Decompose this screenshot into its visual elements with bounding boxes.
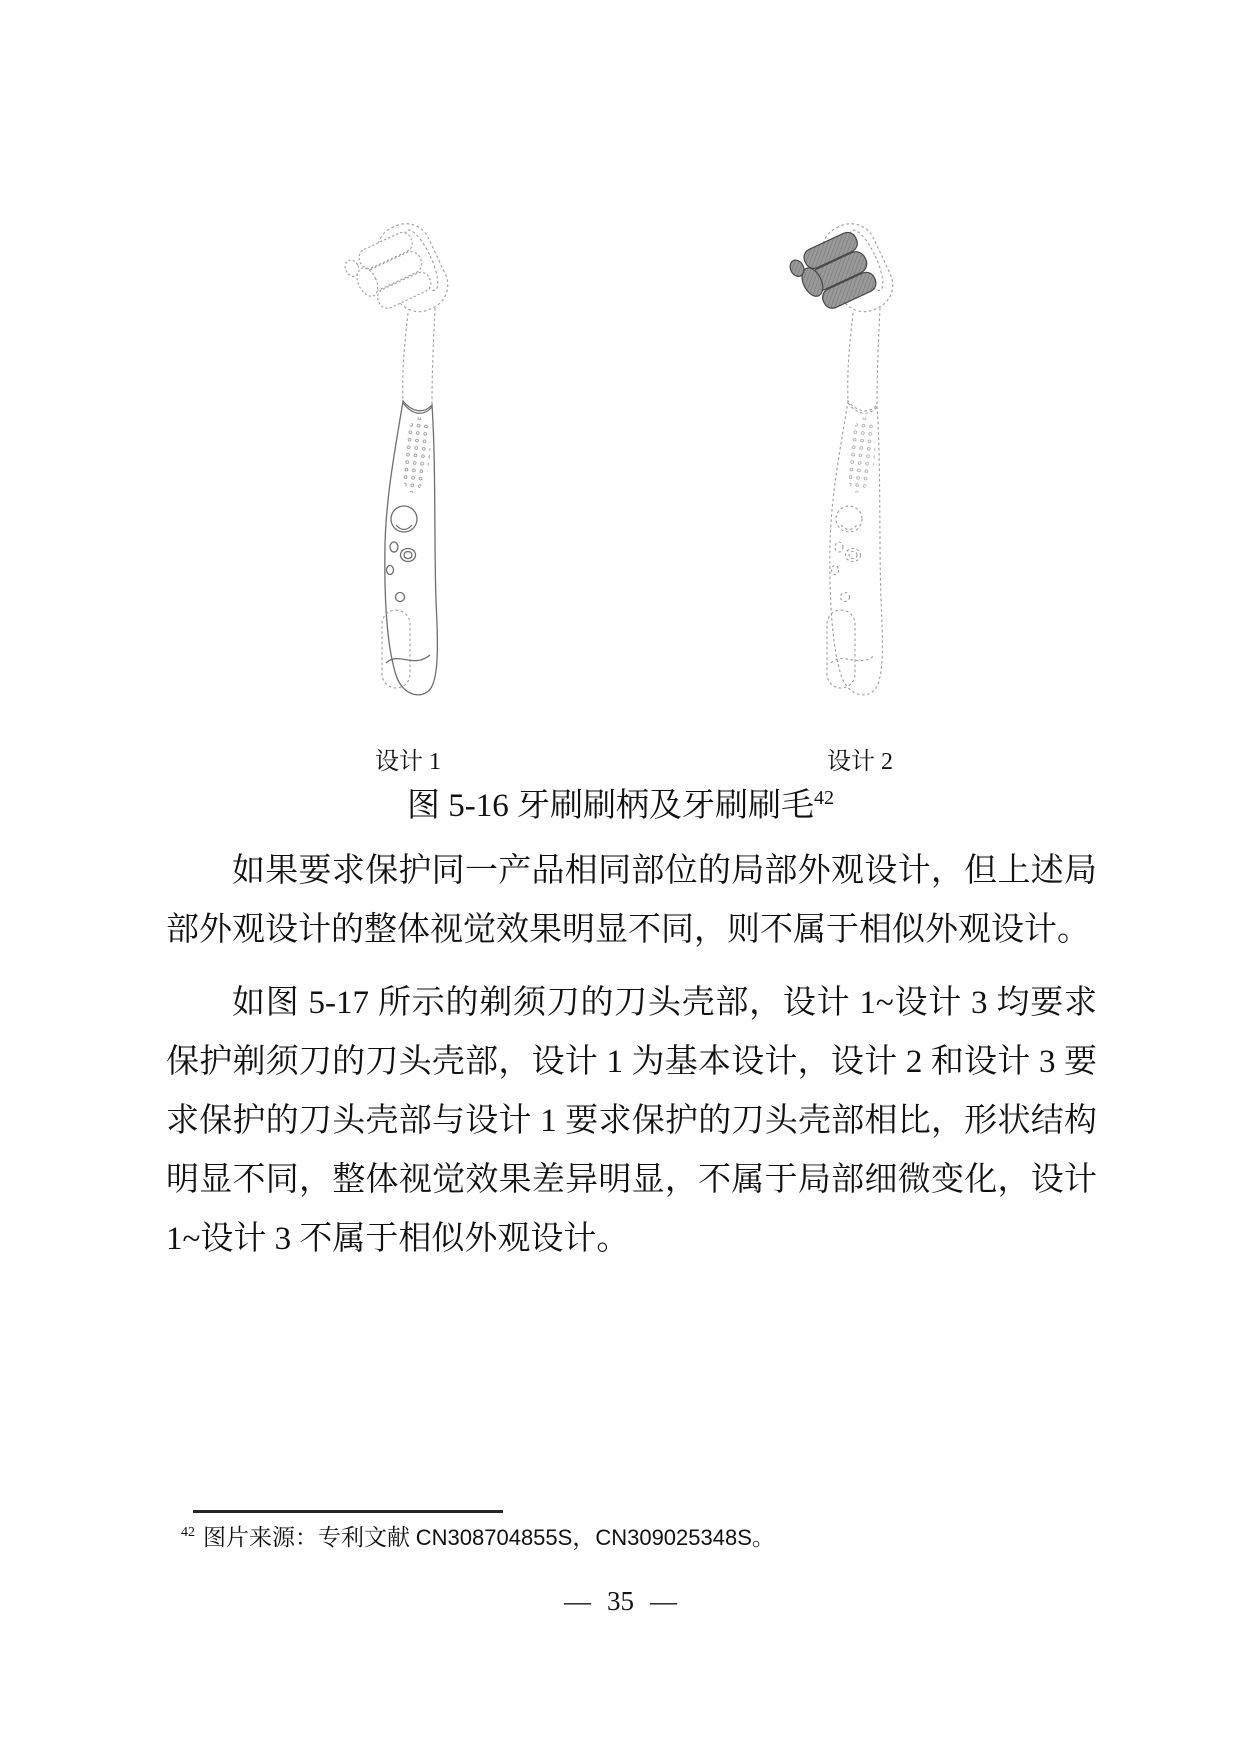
page-number <box>0 1586 1241 1617</box>
toothbrush-head <box>338 215 456 334</box>
footnote-suffix: 。 <box>751 1525 775 1550</box>
toothbrush-design1-figure <box>330 205 490 705</box>
design2-label: 设计 2 <box>827 749 893 775</box>
grip-stipple-texture <box>398 416 434 495</box>
toothbrush-handle <box>827 401 882 695</box>
figure-caption-text: 图 5-16 牙刷刷柄及牙刷刷毛 <box>407 788 814 824</box>
toothbrush-handle <box>382 401 437 695</box>
figure-caption-footnote-ref: 42 <box>814 787 834 809</box>
toothbrush-design1-drawing <box>330 205 490 705</box>
footnote-separator: ， <box>572 1525 596 1550</box>
paragraph-1: 如果要求保护同一产品相同部位的局部外观设计，但上述局部外观设计的整体视觉效果明显不同，则不属于相似外观设计。 <box>166 853 1097 948</box>
bristle-tufts <box>341 229 434 318</box>
grip-stipple-texture <box>843 416 879 495</box>
toothbrush-design2-figure <box>775 205 935 705</box>
footnote-prefix: 图片来源：专利文献 <box>203 1525 416 1550</box>
footnote-ref: 42 <box>181 1525 195 1541</box>
figure-caption <box>0 786 1241 826</box>
design1-label: 设计 1 <box>375 749 441 775</box>
toothbrush-head <box>783 215 901 334</box>
page-number-dash-left: — <box>564 1586 591 1616</box>
page-number-value: 35 <box>607 1586 634 1616</box>
paragraph-2: 如图 5-17 所示的剃须刀的刀头壳部，设计 1~设计 3 均要求保护剃须刀的刀头壳部，设计 1 为基本设计，设计 2 和设计 3 要求保护的刀头壳部与设计 1 要求保护的刀头壳部相比，形状结构明显不同，整体视觉效果差异明显，不属于局部细微变化，设计 1~设计 3 不属于相似外观设计。 <box>166 985 1098 1257</box>
footnote-patent-2: CN309025348S <box>595 1525 752 1550</box>
toothbrush-neck <box>848 313 853 401</box>
toothbrush-design2-drawing <box>775 205 935 705</box>
toothbrush-neck <box>403 313 408 401</box>
page-number-dash-right: — <box>650 1586 677 1616</box>
footnote <box>181 1521 1081 1555</box>
footnote-separator-rule <box>193 1510 503 1513</box>
bristle-tufts <box>786 229 879 318</box>
body-text <box>166 842 1097 1283</box>
grip-ring <box>836 506 862 532</box>
footnote-patent-1: CN308704855S <box>415 1525 573 1550</box>
grip-ring <box>391 506 417 532</box>
